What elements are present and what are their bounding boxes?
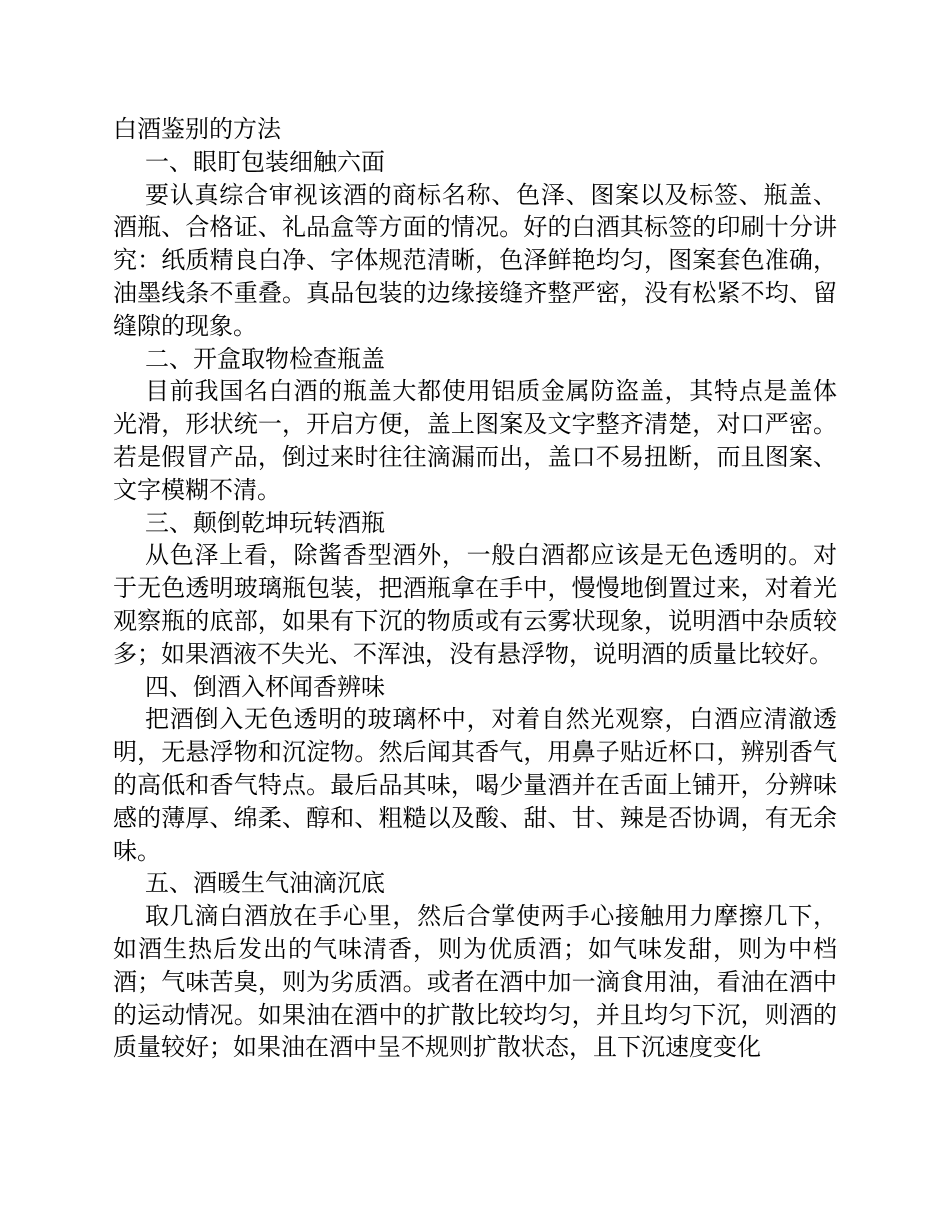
section-paragraph-4: 把酒倒入无色透明的玻璃杯中，对着自然光观察，白酒应清澈透明，无悬浮物和沉淀物。然后闻其香气，用鼻子贴近杯口，辨别香气的高低和香气特点。最后品其味，喝少量酒并在舌面上铺开，分辨味感的薄厚、绵柔、醇和、粗糙以及酸、甜、甘、辣是否协调，有无余味。 <box>113 705 837 865</box>
section-paragraph-2: 目前我国名白酒的瓶盖大都使用铝质金属防盗盖，其特点是盖体光滑，形状统一，开启方便，盖上图案及文字整齐清楚，对口严密。若是假冒产品，倒过来时往往滴漏而出，盖口不易扭断，而且图案、文字模糊不清。 <box>113 377 837 504</box>
section-paragraph-3: 从色泽上看，除酱香型酒外，一般白酒都应该是无色透明的。对于无色透明玻璃瓶包装，把酒瓶拿在手中，慢慢地倒置过来，对着光观察瓶的底部，如果有下沉的物质或有云雾状现象，说明酒中杂质较多；如果酒液不失光、不浑浊，没有悬浮物，说明酒的质量比较好。 <box>113 541 837 668</box>
section-heading-5: 五、酒暖生气油滴沉底 <box>145 869 385 898</box>
document-page <box>113 113 837 1064</box>
section-heading-3: 三、颠倒乾坤玩转酒瓶 <box>145 508 385 537</box>
section-paragraph-5: 取几滴白酒放在手心里，然后合掌使两手心接触用力摩擦几下，如酒生热后发出的气味清香，则为优质酒；如气味发甜，则为中档酒；气味苦臭，则为劣质酒。或者在酒中加一滴食用油，看油在酒中的运动情况。如果油在酒中的扩散比较均匀，并且均匀下沉，则酒的质量较好；如果油在酒中呈不规则扩散状态，且下沉速度变化 <box>113 902 837 1062</box>
section-paragraph-1: 要认真综合审视该酒的商标名称、色泽、图案以及标签、瓶盖、酒瓶、合格证、礼品盒等方面的情况。好的白酒其标签的印刷十分讲究：纸质精良白净、字体规范清晰，色泽鲜艳均匀，图案套色准确，油墨线条不重叠。真品包装的边缘接缝齐整严密，没有松紧不均、留缝隙的现象。 <box>113 180 837 340</box>
section-heading-2: 二、开盒取物检查瓶盖 <box>145 344 385 373</box>
section-heading-1: 一、眼盯包装细触六面 <box>145 147 385 176</box>
section-heading-4: 四、倒酒入杯闻香辨味 <box>145 672 385 701</box>
document-title: 白酒鉴别的方法 <box>113 115 281 143</box>
